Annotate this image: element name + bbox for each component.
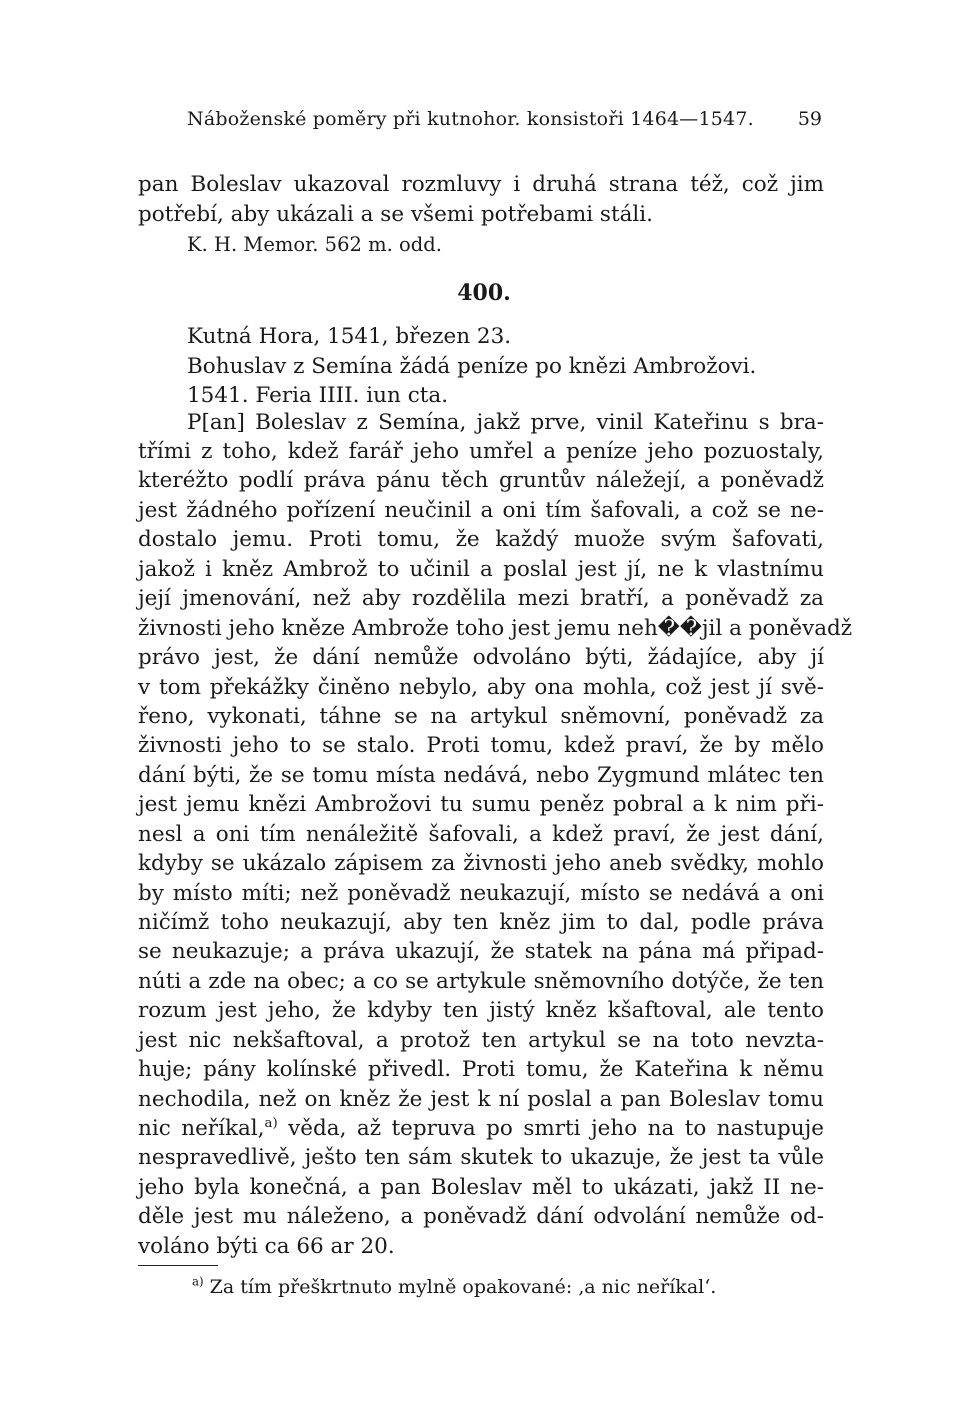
body-line: jest žádného pořízení neučinil a oni tím šafovali, a což se ne- [138, 498, 824, 523]
running-head [187, 108, 822, 138]
body-line: nesl a oni tím nenáležitě šafovali, a kdež praví, že jest dání, [138, 822, 824, 847]
page-number: 59 [797, 108, 822, 130]
body-line: jest nic nekšaftoval, a protož ten artykul se na toto nevzta- [138, 1028, 824, 1053]
body-line: by místo míti; než poněvadž neukazují, místo se nedává a oni [138, 881, 824, 906]
body-line: jest jemu knězi Ambrožovi tu sumu peněz pobral a k nim při- [138, 792, 824, 817]
summary: Bohuslav z Semína žádá peníze po knězi Ambrožovi. [187, 354, 757, 379]
footnote-ref-marker: a) [264, 1115, 278, 1131]
body-line-part: věda, až tepruva po smrti jeho na to nastupuje [288, 1116, 824, 1141]
body-line-part: nic neříkal, [138, 1116, 265, 1141]
footnote-text: Za tím přeškrtnuto mylně opakované: ‚a nic neříkal‘. [209, 1276, 717, 1298]
body-line-with-footnote-ref [138, 1114, 824, 1144]
body-line: nechodila, než on kněz že jest k ní poslal a pan Boleslav tomu [138, 1087, 824, 1112]
body-line: dostalo jemu. Proti tomu, že každý muože svým šafovati, [138, 527, 824, 552]
body-line: nespravedlivě, ješto ten sám skutek to ukazuje, že jest ta vůle [138, 1145, 824, 1170]
body-line: živnosti jeho kněze Ambrože toho jest jemu neh��jil a poněvadž [138, 616, 853, 641]
footnote [192, 1274, 716, 1300]
prev-entry-line: potřebí, aby ukázali a se všemi potřebami stáli. [138, 202, 653, 227]
date-line: 1541. Feria IIII. iun cta. [187, 383, 449, 408]
prev-entry-line: pan Boleslav ukazoval rozmluvy i druhá strana též, což jim [138, 172, 824, 197]
footnote-reference[interactable] [265, 1116, 278, 1131]
place-date: Kutná Hora, 1541, březen 23. [187, 324, 512, 349]
body-line: třími z toho, kdež farář jeho umřel a peníze jeho pozuostaly, [138, 439, 824, 464]
footnote-marker: a) [192, 1274, 204, 1289]
footnote-divider [138, 1265, 218, 1266]
body-line: kdyby se ukázalo zápisem za živnosti jeho aneb svědky, mohlo [138, 851, 824, 876]
body-line: v tom překážky činěno nebylo, aby ona mohla, což jest jí svě- [138, 675, 824, 700]
body-line: právo jest, že dání nemůže odvoláno býti, žádajíce, aby jí [138, 645, 824, 670]
body-line: ničímž toho neukazují, aby ten kněz jim to dal, podle práva [138, 910, 824, 935]
body-line: dání býti, že se tomu místa nedává, nebo Zygmund mlátec ten [138, 763, 824, 788]
body-line: núti a zde na obec; a co se artykule sněmovního dotýče, že ten [138, 969, 824, 994]
body-line: její jmenování, než aby rozdělila mezi bratří, a poněvadž za [138, 586, 824, 611]
body-line: živnosti jeho to se stalo. Proti tomu, kdež praví, že by mělo [138, 733, 824, 758]
prev-entry-source: K. H. Memor. 562 m. odd. [187, 233, 442, 256]
document-number: 400. [457, 280, 511, 306]
running-title: Náboženské poměry při kutnohor. konsistoři 1464—1547. [187, 108, 754, 130]
body-line: jeho byla konečná, a pan Boleslav měl to ukázati, jakž II ne- [138, 1175, 824, 1200]
body-line: voláno býti ca 66 ar 20. [138, 1234, 395, 1259]
body-line: P[an] Boleslav z Semína, jakž prve, vinil Kateřinu s bra- [187, 410, 824, 435]
body-line: huje; pány kolínské přivedl. Proti tomu, že Kateřina k němu [138, 1057, 824, 1082]
body-line: jakož i kněz Ambrož to učinil a poslal jest jí, ne k vlastnímu [138, 557, 824, 582]
body-line: rozum jest jeho, že kdyby ten jistý kněz kšaftoval, ale tento [138, 998, 824, 1023]
body-line: se neukazuje; a práva ukazují, že statek na pána má připad- [138, 939, 824, 964]
body-line: kteréžto podlí práva pánu těch gruntův náležejí, a poněvadž [138, 468, 824, 493]
body-line: řeno, vykonati, táhne se na artykul sněmovní, poněvadž za [138, 704, 824, 729]
body-line: děle jest mu náleženo, a poněvadž dání odvolání nemůže od- [138, 1204, 824, 1229]
